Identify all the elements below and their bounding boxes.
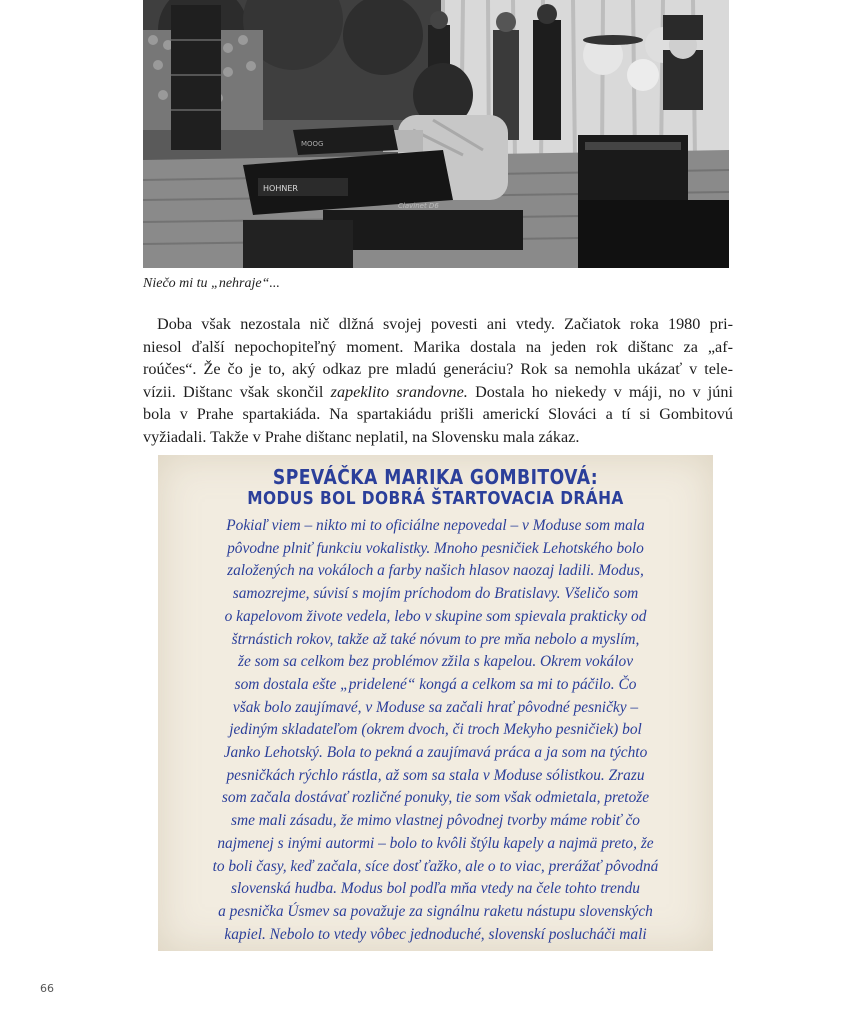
svg-text:MOOG: MOOG xyxy=(301,140,324,148)
sidebar-quote-line: jediným skladateľom (okrem dvoch, či troch Mekyho pesničiek) bol xyxy=(229,721,642,739)
sidebar-quote-line: a pesnička Úsmev sa považuje za signálnu raketu nástupu slovenských xyxy=(218,902,653,920)
body-line-4 xyxy=(143,381,733,404)
body-line: roúčes“. Že čo je to, aký odkaz pre mladú generáciu? Rok sa nemohla ukázať v tele- xyxy=(143,360,733,378)
concert-photo-image xyxy=(143,0,729,268)
body-line: vyžiadali. Takže v Prahe dištanc neplatil, na Slovensku mala zákaz. xyxy=(143,427,580,446)
body-paragraph xyxy=(143,313,733,448)
sidebar-quote-line: však bolo zaujímavé, v Moduse sa začali hrať pôvodné pesničky – xyxy=(232,698,639,716)
svg-text:HOHNER: HOHNER xyxy=(263,184,298,193)
body-line-4-end: Dostala ho niekedy v máji, no v júni xyxy=(467,382,733,401)
sidebar-quote-line: sme mali zásadu, že mimo vlastnej pôvodnej tvorby máme robiť čo xyxy=(231,812,640,830)
sidebar-subtitle: MODUS BOL DOBRÁ ŠTARTOVACIA DRÁHA xyxy=(247,489,624,509)
sidebar-quote-line: to boli časy, keď začala, síce dosť ťažko, ale o to viac, prerážať pôvodná xyxy=(212,857,659,875)
body-line: Doba však nezostala nič dlžná svojej povesti ani vtedy. Začiatok roka 1980 pri- xyxy=(157,315,733,333)
interview-sidebar-box xyxy=(158,455,713,951)
sidebar-quote-line: pesničkách rýchlo rástla, až som sa stala v Moduse sólistkou. Zrazu xyxy=(226,766,645,784)
sidebar-quote-line: o kapelovom živote vedela, lebo v skupine som spievala prakticky od xyxy=(224,607,647,625)
sidebar-quote-line: Pokiaľ viem – nikto mi to oficiálne nepovedal – v Moduse som mala xyxy=(226,517,645,534)
svg-text:Clavinet D6: Clavinet D6 xyxy=(398,202,439,210)
body-line-4-start: vízii. Dištanc však skončil xyxy=(143,382,331,401)
sidebar-quote xyxy=(158,515,713,946)
sidebar-quote-line: kapiel. Nebolo to vtedy vôbec jednoduché, slovenskí poslucháči mali xyxy=(224,925,647,943)
sidebar-title: SPEVÁČKA MARIKA GOMBITOVÁ: xyxy=(272,465,599,489)
page-number: 66 xyxy=(40,982,54,995)
sidebar-quote-line: že som sa celkom bez problémov zžila s kapelou. Okrem vokálov xyxy=(237,653,634,671)
sidebar-quote-line: štrnástich rokov, takže až také nóvum to pre mňa nebolo a myslím, xyxy=(231,630,640,648)
sidebar-quote-line: som dostala ešte „pridelené“ kongá a celkom sa mi to páčilo. Čo xyxy=(234,675,637,693)
sidebar-quote-line: som začala dostávať rozličné ponuky, tie som však odmietala, pretože xyxy=(221,789,650,807)
sidebar-quote-line: Janko Lehotský. Bola to pekná a zaujímavá práca a ja som na týchto xyxy=(223,744,648,762)
concert-photo xyxy=(143,0,729,268)
sidebar-quote-line: slovenská hudba. Modus bol podľa mňa vtedy na čele tohto trendu xyxy=(231,880,640,898)
sidebar-quote-line: založených na vokáloch a farby našich hlasov naozaj ladili. Modus, xyxy=(227,562,644,580)
body-line: bola v Prahe spartakiáda. Na spartakiádu prišli americkí Slováci a tí si Gombitovú xyxy=(143,405,733,423)
sidebar-quote-line: samozrejme, súvisí s mojím príchodom do Bratislavy. Všeličo som xyxy=(232,585,639,603)
body-emphasis: zapeklito srandovne. xyxy=(330,382,468,401)
body-line: niesol ďalší nepochopiteľný moment. Marika dostala na jeden rok dištanc za „af- xyxy=(143,337,733,356)
sidebar-quote-line: pôvodne plniť funkciu vokalistky. Mnoho pesničiek Lehotského bolo xyxy=(227,539,644,557)
sidebar-quote-line: najmenej s inými autormi – bolo to kvôli štýlu kapely a najmä preto, že xyxy=(217,834,654,852)
photo-caption: Niečo mi tu „nehraje“... xyxy=(143,276,280,291)
